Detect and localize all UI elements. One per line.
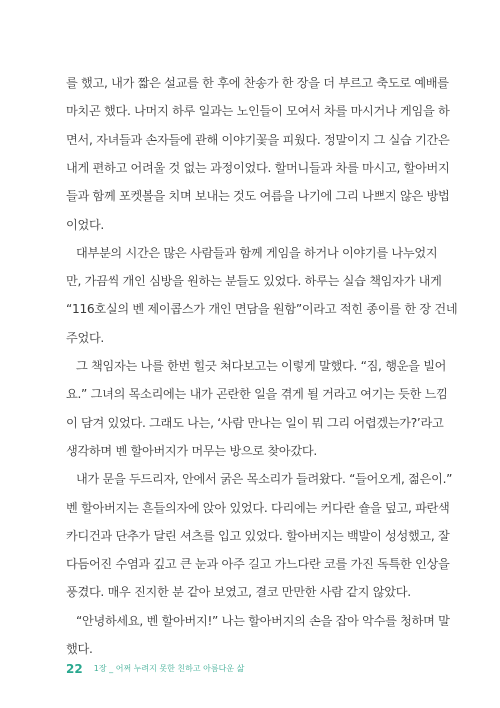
text-line: 대부분의 시간은 많은 사람들과 함께 게임을 하거나 이야기를 나누었지	[76, 245, 438, 260]
text-line: 그 책임자는 나를 한번 힐긋 쳐다보고는 이렇게 말했다. “짐, 행운을 빌어	[76, 359, 447, 373]
text-line: 생각하며 벤 할아버지가 머무는 방으로 찾아갔다.	[66, 443, 317, 458]
text-line: 했다.	[66, 642, 93, 656]
page-footer	[66, 660, 244, 676]
text-line: 카디건과 단추가 달린 셔츠를 입고 있었다. 할아버지는 백발이 성성했고, 잘	[66, 528, 450, 543]
text-line: “안녕하세요, 벤 할아버지!” 나는 할아버지의 손을 잡아 악수를 청하며 말	[76, 613, 450, 628]
text-line: 내가 문을 두드리자, 안에서 굵은 목소리가 들려왔다. “들어오게, 젊은이.”	[76, 472, 453, 487]
text-line: 마치곤 했다. 나머지 하루 일과는 노인들이 모여서 차를 마시거나 게임을 하	[66, 104, 450, 119]
text-line: 다듬어진 수염과 깊고 큰 눈과 아주 길고 가느다란 코를 가진 독특한 인상을	[66, 557, 450, 572]
text-line: 들과 함께 포켓볼을 치며 보내는 것도 여름을 나기에 그리 나쁘지 않은 방법	[66, 189, 450, 204]
text-line: 를 했고, 내가 짧은 설교를 한 후에 찬송가 한 장을 더 부르고 축도로 예배를	[66, 76, 449, 90]
running-head: 1장 _ 어쩌 누려지 못한 친하고 아름다운 삶	[93, 663, 245, 673]
text-line: 만, 가끔씩 개인 심방을 원하는 분들도 있었다. 하루는 실습 책임자가 내게	[66, 274, 442, 289]
text-line: 벤 할아버지는 흔들의자에 앉아 있었다. 다리에는 커다란 숄을 덮고, 파란색	[66, 500, 450, 515]
text-line: 이었다.	[66, 217, 104, 232]
text-line: 요.” 그녀의 목소리에는 내가 곤란한 일을 겪게 될 거라고 여기는 듯한 느낌	[66, 387, 448, 402]
text-line: 내게 편하고 어려울 것 없는 과정이었다. 할머니들과 차를 마시고, 할아버지	[66, 160, 450, 175]
text-line: 주었다.	[66, 330, 104, 345]
text-line: 이 담겨 있었다. 그래도 나는, ‘사람 만나는 일이 뭐 그리 어렵겠는가?’라고	[66, 415, 444, 430]
text-line: 풍겼다. 매우 진지한 분 같아 보였고, 결코 만만한 사람 같지 않았다.	[66, 585, 411, 600]
page-number: 22	[66, 661, 83, 676]
text-line: “116호실의 벤 제이콥스가 개인 면담을 원함”이라고 적힌 종이를 한 장 건네	[66, 302, 458, 317]
text-line: 면서, 자녀들과 손자들에 관해 이야기꽃을 피웠다. 정말이지 그 실습 기간은	[66, 132, 450, 147]
